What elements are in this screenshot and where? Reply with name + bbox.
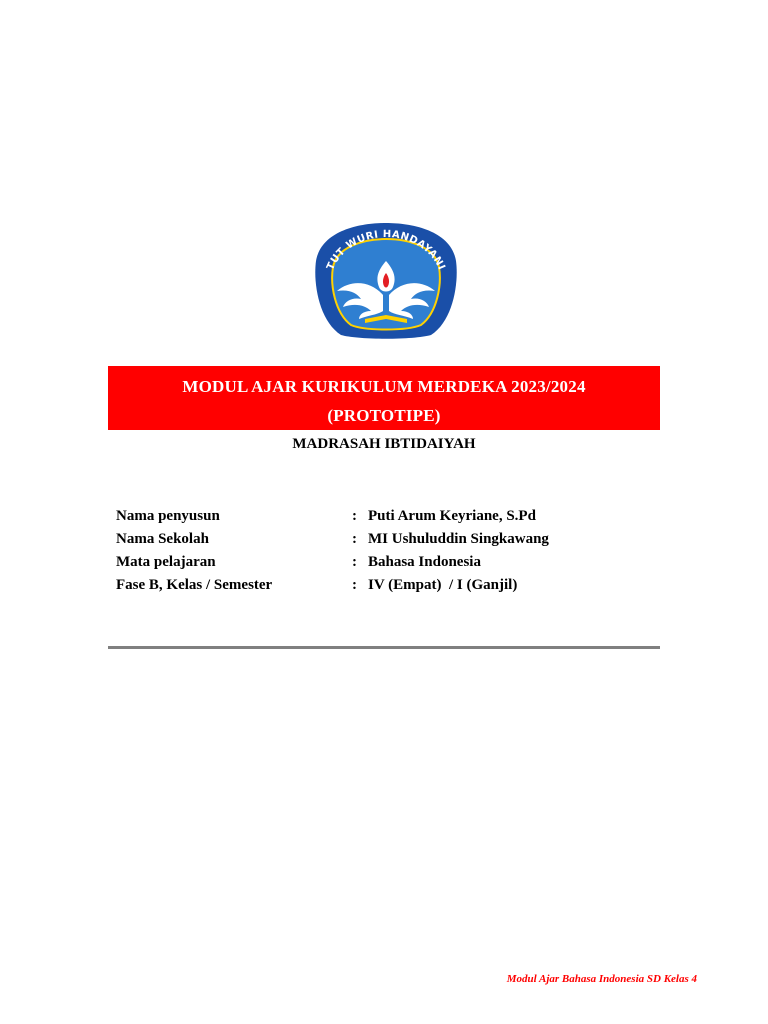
info-row-sekolah	[116, 528, 549, 551]
info-label: Mata pelajaran	[116, 554, 216, 570]
info-value: IV (Empat) / I (Ganjil)	[368, 577, 518, 593]
info-row-mapel	[116, 551, 549, 574]
info-label: Nama Sekolah	[116, 531, 209, 547]
logo-emblem-icon	[313, 221, 459, 341]
tut-wuri-handayani-logo	[313, 221, 459, 341]
page-footer: Modul Ajar Bahasa Indonesia SD Kelas 4	[506, 973, 697, 985]
info-value: Bahasa Indonesia	[368, 554, 481, 570]
document-title-line1: MODUL AJAR KURIKULUM MERDEKA 2023/2024	[182, 377, 586, 396]
document-subtitle: MADRASAH IBTIDAIYAH	[292, 436, 476, 452]
logo-motto-text: TUT WURI HANDAYANI	[325, 228, 447, 272]
info-value: Puti Arum Keyriane, S.Pd	[368, 508, 536, 524]
info-colon: :	[352, 554, 357, 570]
document-title-line2: (PROTOTIPE)	[327, 406, 441, 425]
info-colon: :	[352, 531, 357, 547]
info-value: MI Ushuluddin Singkawang	[368, 531, 549, 547]
info-colon: :	[352, 577, 357, 593]
section-divider	[108, 646, 660, 649]
title-band	[108, 366, 660, 430]
identity-table	[116, 505, 549, 597]
info-label: Nama penyusun	[116, 508, 220, 524]
info-row-fase	[116, 574, 549, 597]
info-row-penyusun	[116, 505, 549, 528]
info-colon: :	[352, 508, 357, 524]
info-label: Fase B, Kelas / Semester	[116, 577, 273, 593]
